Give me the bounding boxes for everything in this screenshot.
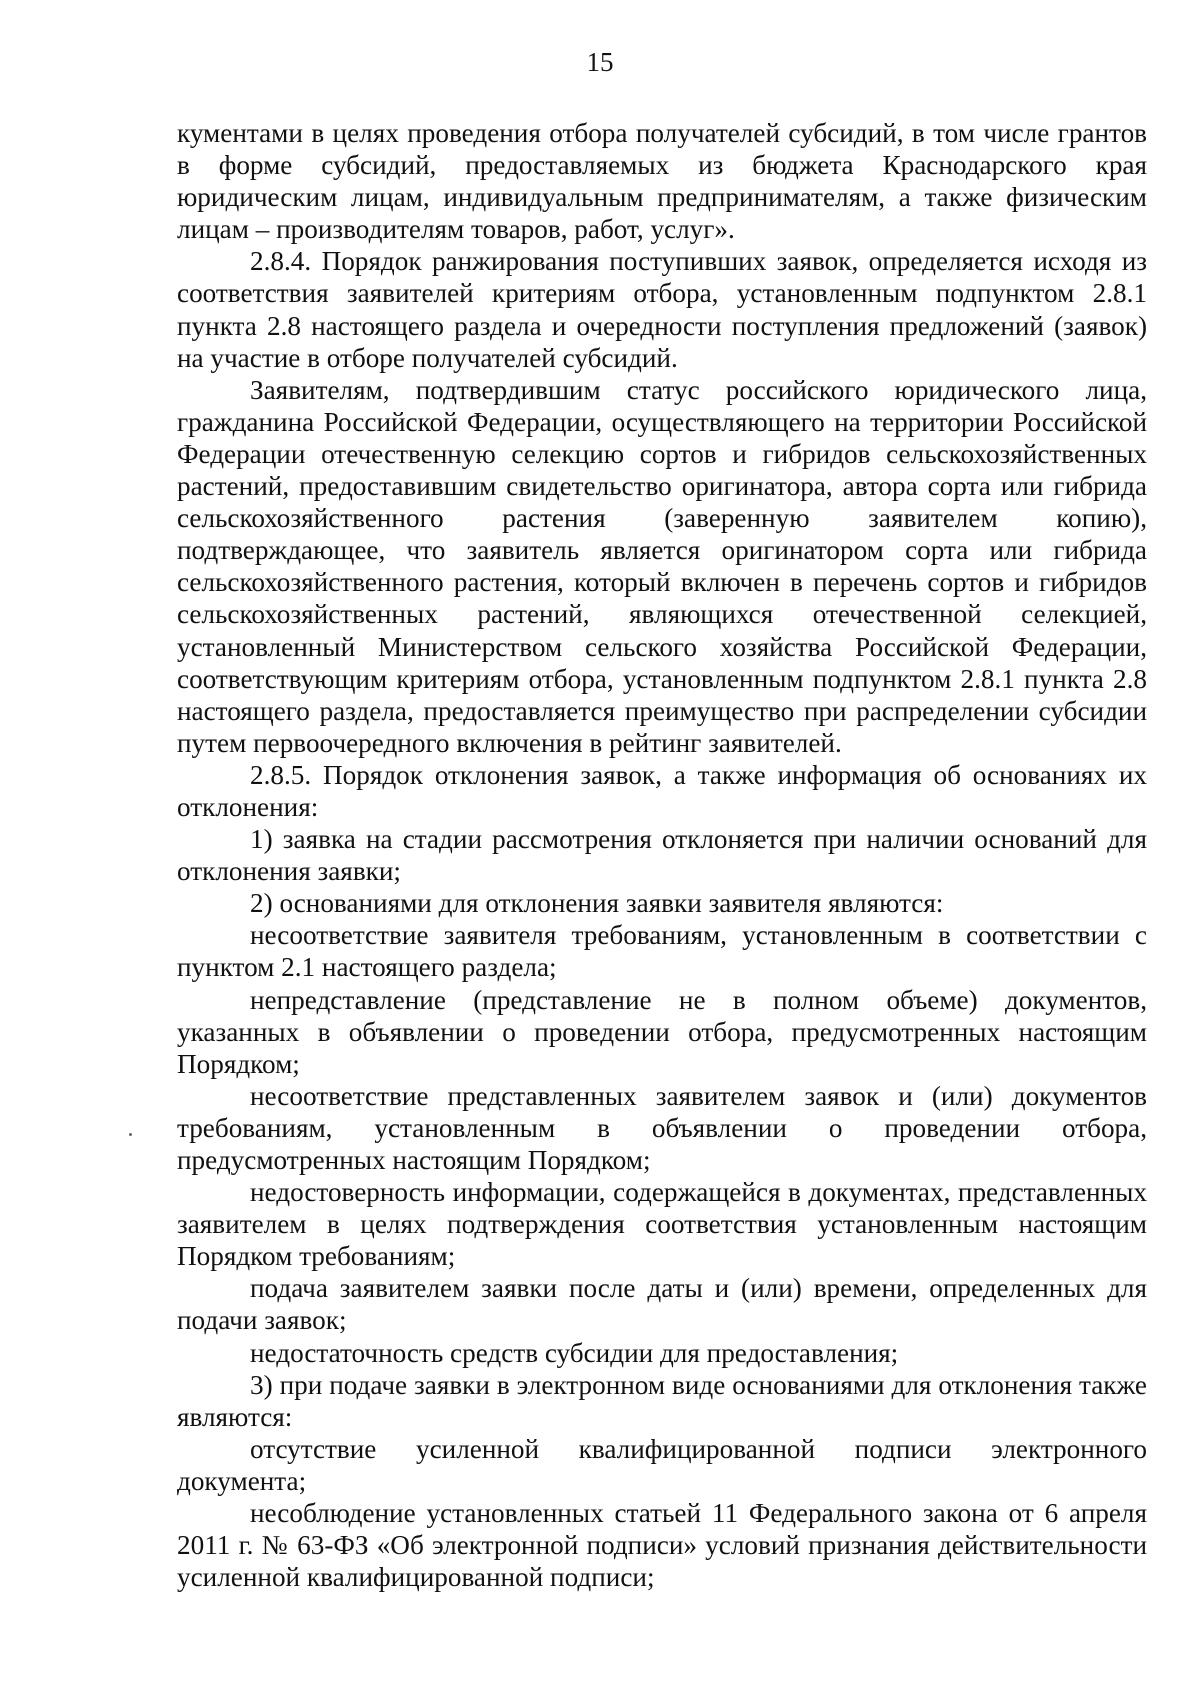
ground-unreliable-info: недостоверность информации, содержащейся в документах, представленных заявителем в целях подтверждения соответствия установленным настоящим Порядком требованиям;	[177, 1177, 1147, 1272]
ground-no-signature: отсутствие усиленной квалифицированной подписи электронного документа;	[177, 1433, 1147, 1496]
list-item-2: 2) основаниями для отклонения заявки заявителя являются:	[250, 888, 944, 919]
ground-noncompliance: несоответствие заявителя требованиям, установленным в соответствии с пунктом 2.1 настоящего раздела;	[177, 920, 1147, 983]
paragraph-priority: Заявителям, подтвердившим статус российского юридического лица, гражданина Российской Федерации, осуществляющего на территории Российской Федерации отечественную селекцию сортов и гибридов сельскохозяйственных растений, предоставившим свидетельство оригинатора, автора сорта или гибрида сельскохозяйственного растения (заверенную заявителем копию), подтверждающее, что заявитель является оригинатором сорта или гибрида сельскохозяйственного растения, который включен в перечень сортов и гибридов сельскохозяйственных растений, являющихся отечественной селекцией, установленный Министерством сельского хозяйства Российской Федерации, соответствующим критериям отбора, установленным подпунктом 2.8.1 пункта 2.8 настоящего раздела, предоставляется преимущество при распределении субсидии путем первоочередного включения в рейтинг заявителей.	[177, 374, 1147, 758]
list-item-3: 3) при подаче заявки в электронном виде основаниями для отклонения также являются:	[177, 1369, 1147, 1432]
ground-document-mismatch: несоответствие представленных заявителем заявок и (или) документов требованиям, установленным в объявлении о проведении отбора, предусмотренных настоящим Порядком;	[177, 1080, 1147, 1175]
scan-speck	[129, 1133, 132, 1136]
paragraph-continuation: кументами в целях проведения отбора получателей субсидий, в том числе грантов в форме субсидий, предоставляемых из бюджета Краснодарского края юридическим лицам, индивидуальным предпринимателям, а также физическим лицам – производителям товаров, работ, услуг».	[177, 118, 1147, 245]
page-number: 15	[586, 47, 614, 77]
paragraph-2-8-4: 2.8.4. Порядок ранжирования поступивших заявок, определяется исходя из соответствия заявителей критериям отбора, установленным подпунктом 2.8.1 пункта 2.8 настоящего раздела и очередности поступления предложений (заявок) на участие в отборе получателей субсидий.	[177, 246, 1147, 373]
list-item-1: 1) заявка на стадии рассмотрения отклоняется при наличии оснований для отклонения заявки;	[177, 824, 1147, 887]
document-body	[177, 117, 1147, 1593]
ground-late-submission: подача заявителем заявки после даты и (или) времени, определенных для подачи заявок;	[177, 1273, 1147, 1336]
ground-missing-documents: непредставление (представление не в полном объеме) документов, указанных в объявлении о проведении отбора, предусмотренных настоящим Порядком;	[177, 984, 1147, 1079]
ground-signature-invalid: несоблюдение установленных статьей 11 Федерального закона от 6 апреля 2011 г. № 63-ФЗ «Об электронной подписи» условий признания действительности усиленной квалифицированной подписи;	[177, 1498, 1147, 1593]
paragraph-2-8-5: 2.8.5. Порядок отклонения заявок, а также информация об основаниях их отклонения:	[177, 759, 1147, 822]
ground-insufficient-funds: недостаточность средств субсидии для предоставления;	[250, 1337, 899, 1368]
